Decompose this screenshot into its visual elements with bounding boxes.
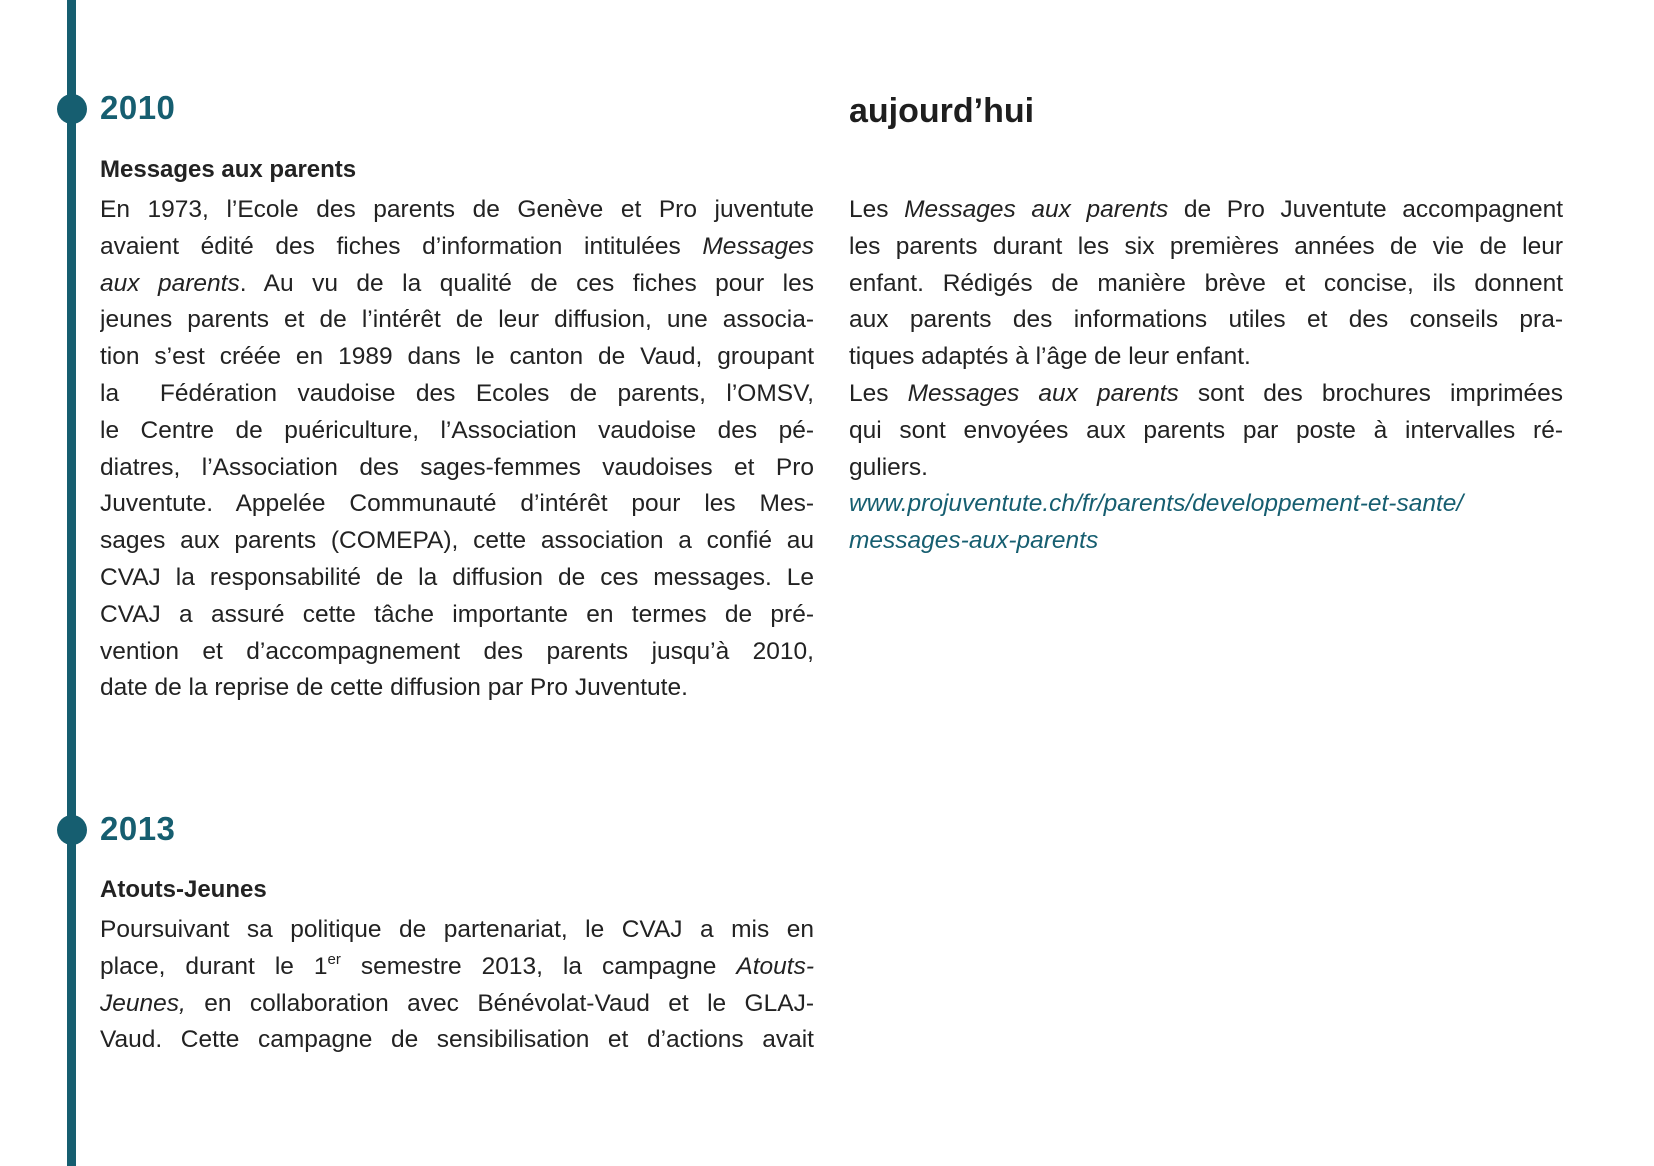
text-segment: aux parents [100,269,240,297]
section-body [100,192,814,707]
text-line [849,450,1563,487]
text-segment: CVAJ la responsabilité de la diffusion de ces messages. Le [100,563,814,591]
text-line [100,912,814,949]
text-segment: les parents durant les six premières années de vie de leur [849,232,1563,260]
section-title: Messages aux parents [100,156,357,183]
text-line [100,376,814,413]
text-segment: la Fédération vaudoise des Ecoles de parents, l’OMSV, [100,379,814,407]
timeline-dot-2013 [57,815,87,845]
text-line [849,192,1563,229]
text-line [100,523,814,560]
text-line [100,413,814,450]
text-line [849,339,1563,376]
text-segment: guliers. [849,453,928,481]
text-segment: semestre 2013, la campagne [340,952,737,980]
text-line [100,949,814,986]
text-line [100,302,814,339]
text-line [100,486,814,523]
text-segment: tiques adaptés à l’âge de leur enfant. [849,343,1251,371]
text-segment: place, durant le 1 [100,952,328,980]
text-line [849,229,1563,266]
text-line [100,986,814,1023]
text-segment: en collaboration avec Bénévolat-Vaud et le GLAJ- [185,989,814,1017]
text-line [100,634,814,671]
today-heading: aujourd’hui [849,92,1035,130]
text-line [100,560,814,597]
text-line [100,339,814,376]
website-link[interactable]: messages-aux-parents [849,527,1099,555]
text-line [100,229,814,266]
text-segment: Jeunes, [100,989,186,1017]
year-heading: 2013 [100,810,176,847]
text-line [100,192,814,229]
text-segment: Messages [702,232,814,260]
text-line [100,450,814,487]
website-link[interactable]: www.projuventute.ch/fr/parents/developpement-et-sante/ [849,490,1464,518]
text-line [100,266,814,303]
text-segment: Les [849,196,905,223]
text-segment: Messages aux parents [907,379,1179,407]
text-segment: de Pro Juventute accompagnent [1168,196,1563,223]
text-segment: vention et d’accompagnement des parents jusqu’à 2010, [100,637,814,665]
text-segment: jeunes parents et de l’intérêt de leur diffusion, une associa- [100,306,814,334]
timeline-bar [67,0,76,1166]
text-segment: Atouts- [736,952,814,980]
text-line [100,597,814,634]
text-segment: enfant. Rédigés de manière brève et concise, ils donnent [849,269,1563,297]
timeline-dot-2010 [57,94,87,124]
today-body [849,192,1563,560]
text-segment: CVAJ a assuré cette tâche importante en termes de pré- [100,600,814,628]
text-segment: Les [849,379,908,407]
section-body [100,912,814,1059]
text-segment: . Au vu de la qualité de ces fiches pour les [239,269,814,297]
text-line [849,376,1563,413]
text-segment: Juventute. Appelée Communauté d’intérêt pour les Mes- [100,490,814,518]
text-segment: Poursuivant sa politique de partenariat, le CVAJ a mis en [100,916,814,943]
text-segment: En 1973, l’Ecole des parents de Genève et Pro juventute [100,196,814,223]
text-segment: avaient édité des fiches d’information intitulées [100,232,703,260]
text-line [849,266,1563,303]
text-line [849,413,1563,450]
year-heading: 2010 [100,89,176,126]
text-segment: date de la reprise de cette diffusion par Pro Juventute. [100,674,688,702]
text-segment: qui sont envoyées aux parents par poste à intervalles ré- [849,416,1563,444]
superscript: er [327,950,341,968]
section-title: Atouts-Jeunes [100,876,267,903]
text-line [100,1022,814,1059]
text-line [849,523,1563,560]
text-segment: diatres, l’Association des sages-femmes vaudoises et Pro [100,453,814,481]
text-line [849,302,1563,339]
text-segment: Messages aux parents [904,196,1169,223]
text-line [849,486,1563,523]
text-segment: tion s’est créée en 1989 dans le canton de Vaud, groupant [100,343,814,371]
text-segment: sont des brochures imprimées [1178,379,1563,407]
text-segment: aux parents des informations utiles et des conseils pra- [849,306,1563,334]
text-line [100,670,814,707]
text-segment: Vaud. Cette campagne de sensibilisation et d’actions avait [100,1026,814,1054]
text-segment: sages aux parents (COMEPA), cette association a confié au [100,527,814,555]
text-segment: le Centre de puériculture, l’Association vaudoise des pé- [100,416,814,444]
